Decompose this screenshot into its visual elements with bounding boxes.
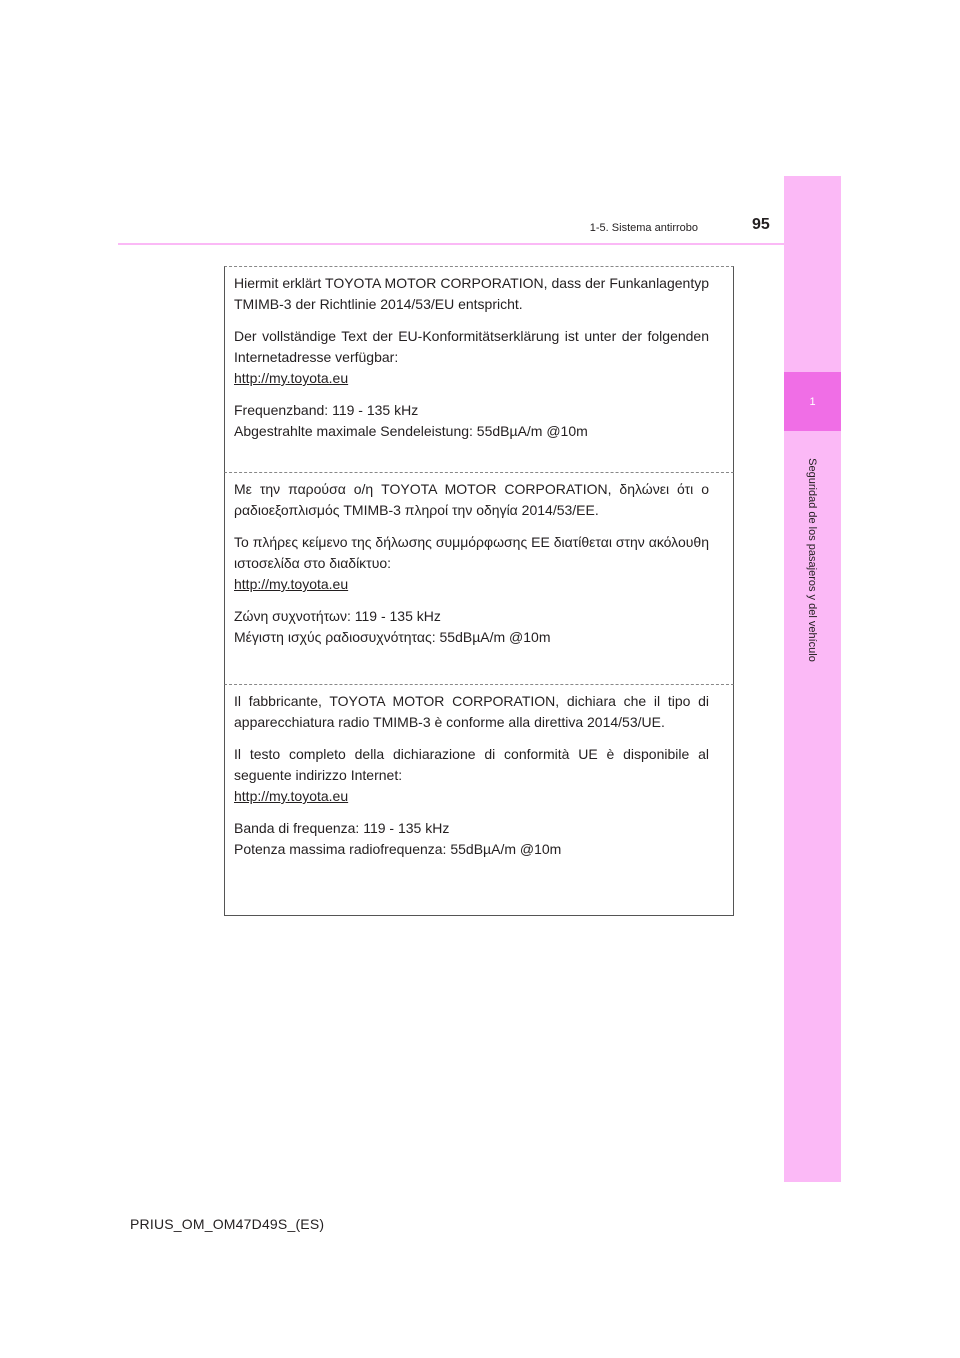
conformity-text [234, 532, 709, 595]
max-power: Potenza massima radiofrequenza: 55dBµA/m @10m [234, 841, 562, 857]
declaration-block-german [224, 266, 734, 472]
declaration-block-greek [224, 472, 734, 684]
frequency-band: Banda di frequenza: 119 - 135 kHz [234, 820, 450, 836]
page-number: 95 [752, 216, 770, 233]
frequency-band: Ζώνη συχνοτήτων: 119 - 135 kHz [234, 608, 441, 624]
chapter-number-badge: 1 [784, 372, 841, 431]
conformity-intro: Der vollständige Text der EU-Konformitätserklärung ist unter der folgenden Internetadresse verfügbar: [234, 328, 709, 365]
conformity-link[interactable]: http://my.toyota.eu [234, 576, 349, 592]
max-power: Μέγιστη ισχύς ραδιοσυχνότητας: 55dBµA/m @10m [234, 629, 551, 645]
declaration-statement: Με την παρούσα ο/η TOYOTA MOTOR CORPORATION, δηλώνει ότι ο ραδιοεξοπλισμός TMIMB-3 πληροί την οδηγία 2014/53/ΕΕ. [234, 481, 709, 518]
conformity-text [234, 744, 709, 807]
declaration-statement: Il fabbricante, TOYOTA MOTOR CORPORATION, dichiara che il tipo di apparecchiatura radio TMIMB-3 è conforme alla direttiva 2014/53/UE. [234, 693, 709, 730]
document-code: PRIUS_OM_OM47D49S_(ES) [130, 1216, 325, 1232]
section-title: 1-5. Sistema antirrobo [589, 222, 698, 234]
header-rule [118, 243, 841, 245]
radio-specs [234, 818, 709, 860]
conformity-intro: Το πλήρες κείμενο της δήλωσης συμμόρφωσης ΕΕ διατίθεται στην ακόλουθη ιστοσελίδα στο διαδίκτυο: [234, 534, 709, 571]
conformity-link[interactable]: http://my.toyota.eu [234, 370, 349, 386]
declaration-block-italian [224, 684, 734, 916]
declaration-statement: Hiermit erklärt TOYOTA MOTOR CORPORATION, dass der Funkanlagentyp TMIMB-3 der Richtlinie 2014/53/EU entspricht. [234, 275, 709, 312]
conformity-intro: Il testo completo della dichiarazione di conformità UE è disponibile al seguente indirizzo Internet: [234, 746, 709, 783]
radio-specs [234, 606, 709, 648]
frequency-band: Frequenzband: 119 - 135 kHz [234, 402, 419, 418]
chapter-side-tab [784, 176, 841, 1182]
chapter-title-vertical: Seguridad de los pasajeros y del vehículo [806, 458, 818, 662]
conformity-text [234, 326, 709, 389]
conformity-link[interactable]: http://my.toyota.eu [234, 788, 349, 804]
max-power: Abgestrahlte maximale Sendeleistung: 55dBµA/m @10m [234, 423, 588, 439]
radio-specs [234, 400, 709, 442]
